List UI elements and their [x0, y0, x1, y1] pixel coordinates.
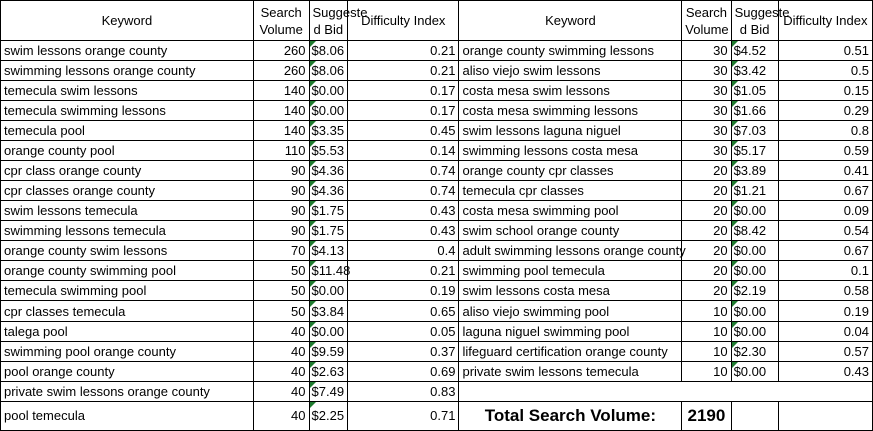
volume-cell[interactable]: 260 [253, 41, 309, 61]
bid-cell[interactable]: $1.21 [731, 181, 778, 201]
bid-cell[interactable]: $7.03 [731, 121, 778, 141]
keyword-cell[interactable]: private swim lessons temecula [459, 361, 682, 381]
keyword-cell[interactable]: cpr class orange county [1, 161, 254, 181]
table-row [1, 301, 873, 321]
header-keyword-left[interactable]: Keyword [1, 1, 254, 41]
volume-cell[interactable]: 40 [253, 381, 309, 401]
volume-cell[interactable]: 50 [253, 281, 309, 301]
volume-cell[interactable]: 20 [682, 261, 731, 281]
table-row [1, 181, 873, 201]
difficulty-cell[interactable]: 0.43 [348, 201, 459, 221]
volume-cell[interactable]: 90 [253, 181, 309, 201]
keyword-cell[interactable]: swim lessons costa mesa [459, 281, 682, 301]
keyword-cell[interactable]: swim lessons laguna niguel [459, 121, 682, 141]
volume-cell[interactable]: 30 [682, 141, 731, 161]
bid-cell[interactable]: $3.35 [309, 121, 348, 141]
header-bid-left[interactable]: Suggeste d Bid [309, 1, 348, 41]
keyword-cell[interactable]: swimming lessons costa mesa [459, 141, 682, 161]
bid-cell[interactable]: $8.42 [731, 221, 778, 241]
volume-cell[interactable]: 10 [682, 321, 731, 341]
difficulty-cell[interactable]: 0.43 [348, 221, 459, 241]
difficulty-cell[interactable]: 0.17 [348, 81, 459, 101]
difficulty-cell[interactable]: 0.19 [348, 281, 459, 301]
table-row [1, 261, 873, 281]
keyword-cell[interactable]: orange county cpr classes [459, 161, 682, 181]
difficulty-cell[interactable]: 0.21 [348, 41, 459, 61]
volume-cell[interactable]: 10 [682, 301, 731, 321]
bid-cell[interactable]: $2.19 [731, 281, 778, 301]
difficulty-cell[interactable]: 0.67 [778, 241, 872, 261]
difficulty-cell[interactable]: 0.74 [348, 161, 459, 181]
table-row [1, 41, 873, 61]
difficulty-cell[interactable]: 0.19 [778, 301, 872, 321]
difficulty-cell[interactable]: 0.41 [778, 161, 872, 181]
empty-cell[interactable] [459, 381, 682, 401]
keyword-cell[interactable]: orange county pool [1, 141, 254, 161]
keyword-cell[interactable]: orange county swimming pool [1, 261, 254, 281]
bid-cell[interactable]: $11.48 [309, 261, 348, 281]
volume-cell[interactable]: 40 [253, 321, 309, 341]
volume-cell[interactable]: 10 [682, 361, 731, 381]
volume-cell[interactable]: 20 [682, 241, 731, 261]
keyword-cell[interactable]: adult swimming lessons orange county [459, 241, 682, 261]
table-row [1, 161, 873, 181]
volume-cell[interactable]: 260 [253, 61, 309, 81]
volume-cell[interactable]: 20 [682, 221, 731, 241]
empty-cell[interactable] [731, 381, 778, 401]
total-search-volume-label[interactable]: Total Search Volume: [459, 401, 682, 430]
difficulty-cell[interactable]: 0.8 [778, 121, 872, 141]
bid-cell[interactable]: $8.06 [309, 41, 348, 61]
bid-cell[interactable]: $0.00 [731, 201, 778, 221]
difficulty-cell[interactable]: 0.14 [348, 141, 459, 161]
difficulty-cell[interactable]: 0.69 [348, 361, 459, 381]
bid-cell[interactable]: $3.42 [731, 61, 778, 81]
bid-cell[interactable]: $3.89 [731, 161, 778, 181]
keyword-cell[interactable]: cpr classes orange county [1, 181, 254, 201]
keyword-cell[interactable]: temecula swimming lessons [1, 101, 254, 121]
volume-cell[interactable]: 10 [682, 341, 731, 361]
keyword-cell[interactable]: cpr classes temecula [1, 301, 254, 321]
table-row [1, 381, 873, 401]
table-row [1, 281, 873, 301]
header-volume-left[interactable]: Search Volume [253, 1, 309, 41]
difficulty-cell[interactable]: 0.1 [778, 261, 872, 281]
difficulty-cell[interactable]: 0.58 [778, 281, 872, 301]
bid-cell[interactable]: $0.00 [731, 241, 778, 261]
keyword-cell[interactable]: lifeguard certification orange county [459, 341, 682, 361]
table-row [1, 101, 873, 121]
bid-cell[interactable]: $8.06 [309, 61, 348, 81]
bid-cell[interactable]: $9.59 [309, 341, 348, 361]
difficulty-cell[interactable]: 0.29 [778, 101, 872, 121]
volume-cell[interactable]: 20 [682, 181, 731, 201]
volume-cell[interactable]: 90 [253, 201, 309, 221]
table-row [1, 141, 873, 161]
keyword-cell[interactable]: pool temecula [1, 401, 254, 430]
difficulty-cell[interactable]: 0.59 [778, 141, 872, 161]
difficulty-cell[interactable]: 0.71 [348, 401, 459, 430]
bid-cell[interactable]: $1.66 [731, 101, 778, 121]
keyword-cell[interactable]: orange county swim lessons [1, 241, 254, 261]
difficulty-cell[interactable]: 0.04 [778, 321, 872, 341]
volume-cell[interactable]: 140 [253, 81, 309, 101]
difficulty-cell[interactable]: 0.05 [348, 321, 459, 341]
table-row [1, 221, 873, 241]
difficulty-cell[interactable]: 0.57 [778, 341, 872, 361]
total-search-volume-value[interactable]: 2190 [682, 401, 731, 430]
bid-cell[interactable]: $0.00 [309, 321, 348, 341]
bid-cell[interactable]: $0.00 [731, 321, 778, 341]
volume-cell[interactable]: 20 [682, 161, 731, 181]
volume-cell[interactable]: 30 [682, 81, 731, 101]
empty-cell[interactable] [778, 401, 872, 430]
volume-cell[interactable]: 30 [682, 41, 731, 61]
bid-cell[interactable]: $5.17 [731, 141, 778, 161]
keyword-cell[interactable]: swimming pool orange county [1, 341, 254, 361]
keyword-cell[interactable]: costa mesa swim lessons [459, 81, 682, 101]
difficulty-cell[interactable]: 0.17 [348, 101, 459, 121]
keyword-cell[interactable]: laguna niguel swimming pool [459, 321, 682, 341]
difficulty-cell[interactable]: 0.5 [778, 61, 872, 81]
keyword-cell[interactable]: temecula swimming pool [1, 281, 254, 301]
table-row [1, 341, 873, 361]
bid-cell[interactable]: $1.75 [309, 201, 348, 221]
difficulty-cell[interactable]: 0.21 [348, 61, 459, 81]
difficulty-cell[interactable]: 0.54 [778, 221, 872, 241]
volume-cell[interactable]: 70 [253, 241, 309, 261]
bid-cell[interactable]: $2.63 [309, 361, 348, 381]
header-volume-right[interactable]: Search Volume [682, 1, 731, 41]
volume-cell[interactable]: 20 [682, 201, 731, 221]
bid-cell[interactable]: $7.49 [309, 381, 348, 401]
difficulty-cell[interactable]: 0.09 [778, 201, 872, 221]
difficulty-cell[interactable]: 0.43 [778, 361, 872, 381]
bid-cell[interactable]: $2.25 [309, 401, 348, 430]
volume-cell[interactable]: 110 [253, 141, 309, 161]
volume-cell[interactable]: 20 [682, 281, 731, 301]
bid-cell[interactable]: $0.00 [309, 101, 348, 121]
difficulty-cell[interactable]: 0.65 [348, 301, 459, 321]
difficulty-cell[interactable]: 0.67 [778, 181, 872, 201]
keyword-cell[interactable]: talega pool [1, 321, 254, 341]
keyword-cell[interactable]: swim lessons orange county [1, 41, 254, 61]
difficulty-cell[interactable]: 0.74 [348, 181, 459, 201]
table-row [1, 361, 873, 381]
bid-cell[interactable]: $0.00 [731, 301, 778, 321]
bid-cell[interactable]: $0.00 [309, 81, 348, 101]
volume-cell[interactable]: 140 [253, 121, 309, 141]
keyword-cell[interactable]: swimming pool temecula [459, 261, 682, 281]
bid-cell[interactable]: $1.75 [309, 221, 348, 241]
volume-cell[interactable]: 40 [253, 341, 309, 361]
bid-cell[interactable]: $0.00 [731, 361, 778, 381]
empty-cell[interactable] [778, 381, 872, 401]
keyword-cell[interactable]: costa mesa swimming pool [459, 201, 682, 221]
difficulty-cell[interactable]: 0.45 [348, 121, 459, 141]
bid-cell[interactable]: $4.36 [309, 181, 348, 201]
header-difficulty-right[interactable]: Difficulty Index [778, 1, 872, 41]
table-row [1, 121, 873, 141]
difficulty-cell[interactable]: 0.4 [348, 241, 459, 261]
keyword-cell[interactable]: pool orange county [1, 361, 254, 381]
volume-cell[interactable]: 40 [253, 401, 309, 430]
header-bid-right[interactable]: Suggeste d Bid [731, 1, 778, 41]
keyword-cell[interactable]: swimming lessons temecula [1, 221, 254, 241]
header-difficulty-left[interactable]: Difficulty Index [348, 1, 459, 41]
keyword-cell[interactable]: costa mesa swimming lessons [459, 101, 682, 121]
volume-cell[interactable]: 30 [682, 121, 731, 141]
table-row [1, 61, 873, 81]
volume-cell[interactable]: 90 [253, 161, 309, 181]
keyword-cell[interactable]: swim lessons temecula [1, 201, 254, 221]
header-keyword-right[interactable]: Keyword [459, 1, 682, 41]
table-row [1, 401, 873, 430]
difficulty-cell[interactable]: 0.37 [348, 341, 459, 361]
keyword-cell[interactable]: orange county swimming lessons [459, 41, 682, 61]
table-row [1, 81, 873, 101]
bid-cell[interactable]: $0.00 [731, 261, 778, 281]
bid-cell[interactable]: $1.05 [731, 81, 778, 101]
keyword-cell[interactable]: temecula pool [1, 121, 254, 141]
keyword-cell[interactable]: aliso viejo swim lessons [459, 61, 682, 81]
difficulty-cell[interactable]: 0.51 [778, 41, 872, 61]
bid-cell[interactable]: $4.36 [309, 161, 348, 181]
keyword-cell[interactable]: temecula cpr classes [459, 181, 682, 201]
volume-cell[interactable]: 40 [253, 361, 309, 381]
keyword-cell[interactable]: temecula swim lessons [1, 81, 254, 101]
bid-cell[interactable]: $3.84 [309, 301, 348, 321]
volume-cell[interactable]: 30 [682, 101, 731, 121]
table-row [1, 201, 873, 221]
bid-cell[interactable]: $2.30 [731, 341, 778, 361]
volume-cell[interactable]: 30 [682, 61, 731, 81]
bid-cell[interactable]: $5.53 [309, 141, 348, 161]
keyword-cell[interactable]: private swim lessons orange county [1, 381, 254, 401]
table-row [1, 321, 873, 341]
bid-cell[interactable]: $4.13 [309, 241, 348, 261]
empty-cell[interactable] [731, 401, 778, 430]
volume-cell[interactable]: 140 [253, 101, 309, 121]
empty-cell[interactable] [682, 381, 731, 401]
table-row [1, 241, 873, 261]
difficulty-cell[interactable]: 0.83 [348, 381, 459, 401]
header-row [1, 1, 873, 41]
volume-cell[interactable]: 50 [253, 301, 309, 321]
difficulty-cell[interactable]: 0.21 [348, 261, 459, 281]
volume-cell[interactable]: 90 [253, 221, 309, 241]
keyword-cell[interactable]: swim school orange county [459, 221, 682, 241]
keyword-cell[interactable]: aliso viejo swimming pool [459, 301, 682, 321]
difficulty-cell[interactable]: 0.15 [778, 81, 872, 101]
volume-cell[interactable]: 50 [253, 261, 309, 281]
bid-cell[interactable]: $4.52 [731, 41, 778, 61]
bid-cell[interactable]: $0.00 [309, 281, 348, 301]
keyword-cell[interactable]: swimming lessons orange county [1, 61, 254, 81]
